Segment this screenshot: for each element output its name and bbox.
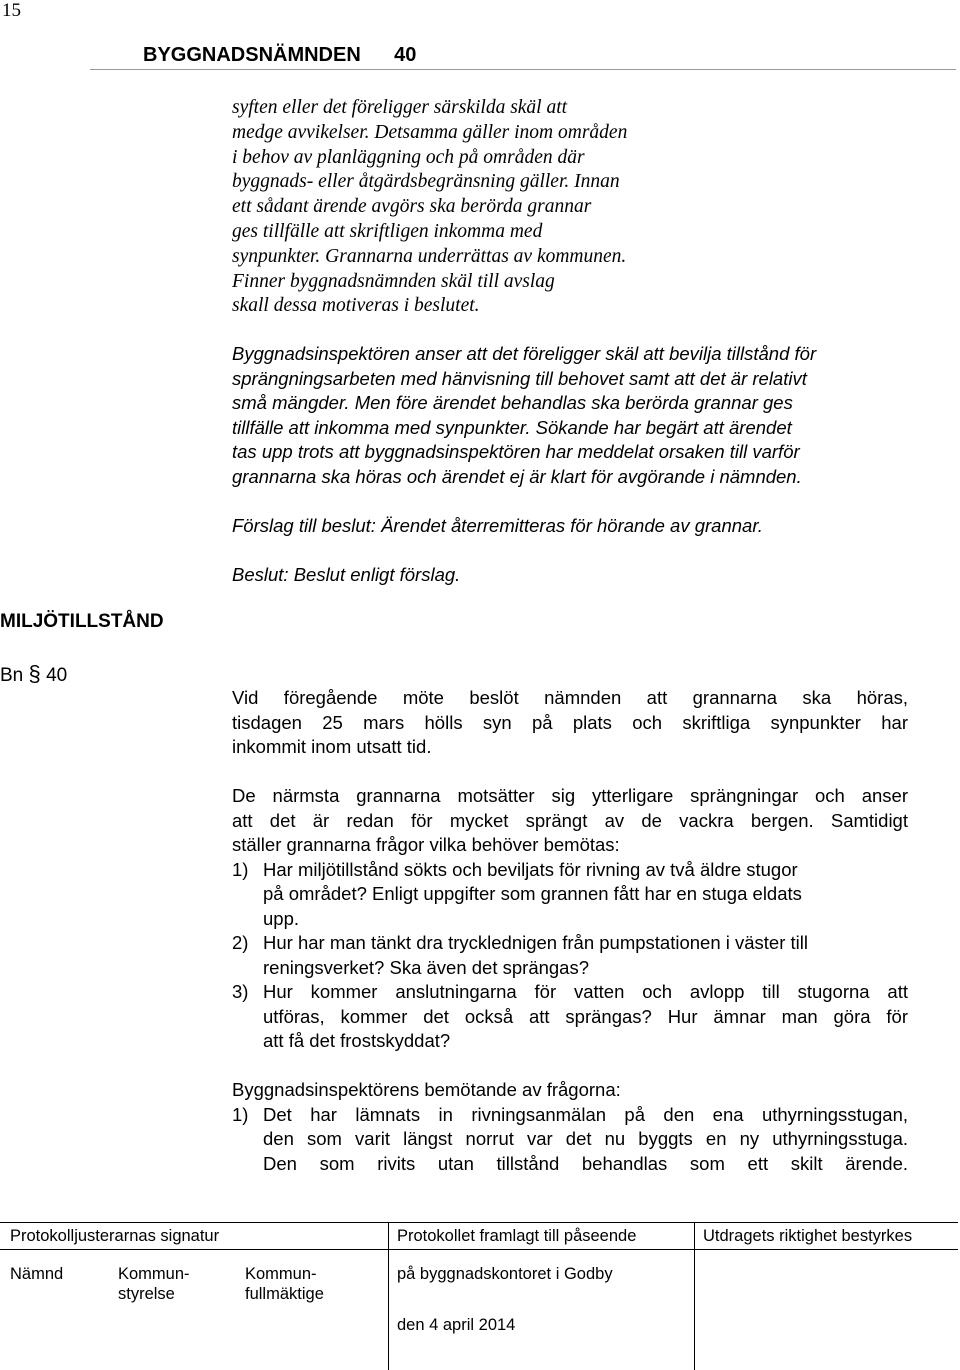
- paragraph-line: tillfälle att inkomma med synpunkter. Sökande har begärt att ärendet: [232, 416, 792, 438]
- quote-line: syften eller det föreligger särskilda skäl att: [232, 97, 568, 118]
- neighbours-paragraph: [232, 784, 908, 1054]
- meeting-paragraph: [232, 686, 908, 760]
- page-number: 15: [2, 0, 21, 21]
- inspector-paragraph: [232, 342, 912, 489]
- signature-namnd: Nämnd: [10, 1265, 64, 1283]
- header-title: BYGGNADSNÄMNDEN: [143, 44, 361, 66]
- answers-heading: Byggnadsinspektörens bemötande av frågorna:: [232, 1079, 621, 1100]
- footer-col3-header: Utdragets riktighet bestyrkes: [703, 1227, 913, 1245]
- list-line: att få det frostskyddat?: [263, 1030, 451, 1051]
- proposal: Förslag till beslut: Ärendet återremitteras för hörande av grannar.: [232, 515, 763, 536]
- paragraph-line: ställer grannarna frågor vilka behöver bemötas:: [232, 834, 620, 855]
- paragraph-symbol: §: [28, 661, 41, 686]
- paragraph-line: Byggnadsinspektören anser att det föreligger skäl att bevilja tillstånd för: [232, 343, 817, 364]
- list-item: [232, 1103, 908, 1177]
- list-item: [232, 980, 908, 1054]
- signature-kommunstyrelse: Kommun- styrelse: [118, 1265, 190, 1303]
- list-line: reningsverket? Ska även det sprängas?: [263, 956, 590, 978]
- footer-col1-header: Protokolljusterarnas signatur: [10, 1227, 220, 1245]
- list-line: den som varit längst norrut var det nu byggts en ny uthyrningsstuga.: [263, 1128, 908, 1149]
- case-number: [0, 661, 67, 687]
- case-prefix: Bn: [0, 665, 24, 686]
- quote-line: ges tillfälle att skriftligen inkomma med: [232, 220, 543, 242]
- footer-col2-header: Protokollet framlagt till påseende: [397, 1227, 637, 1245]
- italic-quote: [232, 96, 692, 319]
- paragraph-line: tas upp trots att byggnadsinspektören har meddelat orsaken till varför: [232, 441, 800, 462]
- list-number: 1): [232, 1103, 249, 1125]
- quote-line: medge avvikelser. Detsamma gäller inom områden: [232, 121, 628, 143]
- quote-line: synpunkter. Grannarna underrättas av kommunen.: [232, 245, 627, 267]
- posting-date: den 4 april 2014: [397, 1316, 516, 1334]
- list-number: 3): [232, 981, 249, 1002]
- list-line: Hur kommer anslutningarna för vatten och avlopp till stugorna att: [263, 981, 908, 1002]
- list-line: Det har lämnats in rivningsanmälan på den ena uthyrningsstugan,: [263, 1103, 908, 1125]
- posting-place: på byggnadskontoret i Godby: [397, 1265, 613, 1283]
- list-line: Den som rivits utan tillstånd behandlas som ett skilt ärende.: [263, 1152, 908, 1174]
- paragraph-line: Vid föregående möte beslöt nämnden att grannarna ska höras,: [232, 687, 908, 708]
- footer-divider: [388, 1222, 389, 1370]
- footer-top-border: [0, 1222, 958, 1223]
- document-header: [143, 44, 416, 67]
- paragraph-line: att det är redan för mycket sprängt av de vackra bergen. Samtidigt: [232, 809, 908, 831]
- footer-table: [0, 1222, 958, 1370]
- quote-line: Finner byggnadsnämnden skäl till avslag: [232, 270, 555, 292]
- list-number: 1): [232, 858, 249, 880]
- paragraph-line: tisdagen 25 mars hölls syn på plats och skriftliga synpunkter har: [232, 711, 908, 733]
- quote-line: ett sådant ärende avgörs ska berörda grannar: [232, 196, 592, 218]
- list-item: [232, 858, 908, 932]
- signature-kommunfullmaktige: Kommun- fullmäktige: [245, 1265, 324, 1303]
- quote-line: byggnads- eller åtgärdsbegränsning gäller. Innan: [232, 171, 620, 193]
- list-item: [232, 931, 908, 980]
- footer-divider: [694, 1222, 695, 1370]
- case-number-value: 40: [46, 665, 68, 686]
- list-line: utföras, kommer det också att sprängas? Hur ämnar man göra för: [263, 1005, 908, 1027]
- quote-line: i behov av planläggning och på områden där: [232, 146, 585, 168]
- answers-section: [232, 1078, 908, 1176]
- quote-line: skall dessa motiveras i beslutet.: [232, 295, 480, 317]
- list-line: på området? Enligt uppgifter som grannen fått har en stuga eldats: [263, 883, 802, 904]
- paragraph-line: små mängder. Men före ärendet behandlas ska berörda grannar ges: [232, 392, 793, 413]
- paragraph-line: De närmsta grannarna motsätter sig ytterligare sprängningar och anser: [232, 785, 908, 806]
- paragraph-line: grannarna ska höras och ärendet ej är klart för avgörande i nämnden.: [232, 465, 802, 487]
- paragraph-line: inkommit inom utsatt tid.: [232, 736, 432, 757]
- header-number: 40: [394, 44, 417, 66]
- footer-header-border: [0, 1249, 958, 1250]
- section-title: MILJÖTILLSTÅND: [0, 611, 164, 632]
- list-line: Har miljötillstånd sökts och beviljats för rivning av två äldre stugor: [263, 858, 798, 880]
- decision: Beslut: Beslut enligt förslag.: [232, 564, 461, 585]
- header-rule: [90, 69, 956, 70]
- list-line: upp.: [263, 907, 300, 929]
- paragraph-line: sprängningsarbeten med hänvisning till behovet samt att det är relativt: [232, 367, 807, 389]
- list-line: Hur har man tänkt dra trycklednigen från pumpstationen i väster till: [263, 932, 808, 953]
- list-number: 2): [232, 932, 249, 953]
